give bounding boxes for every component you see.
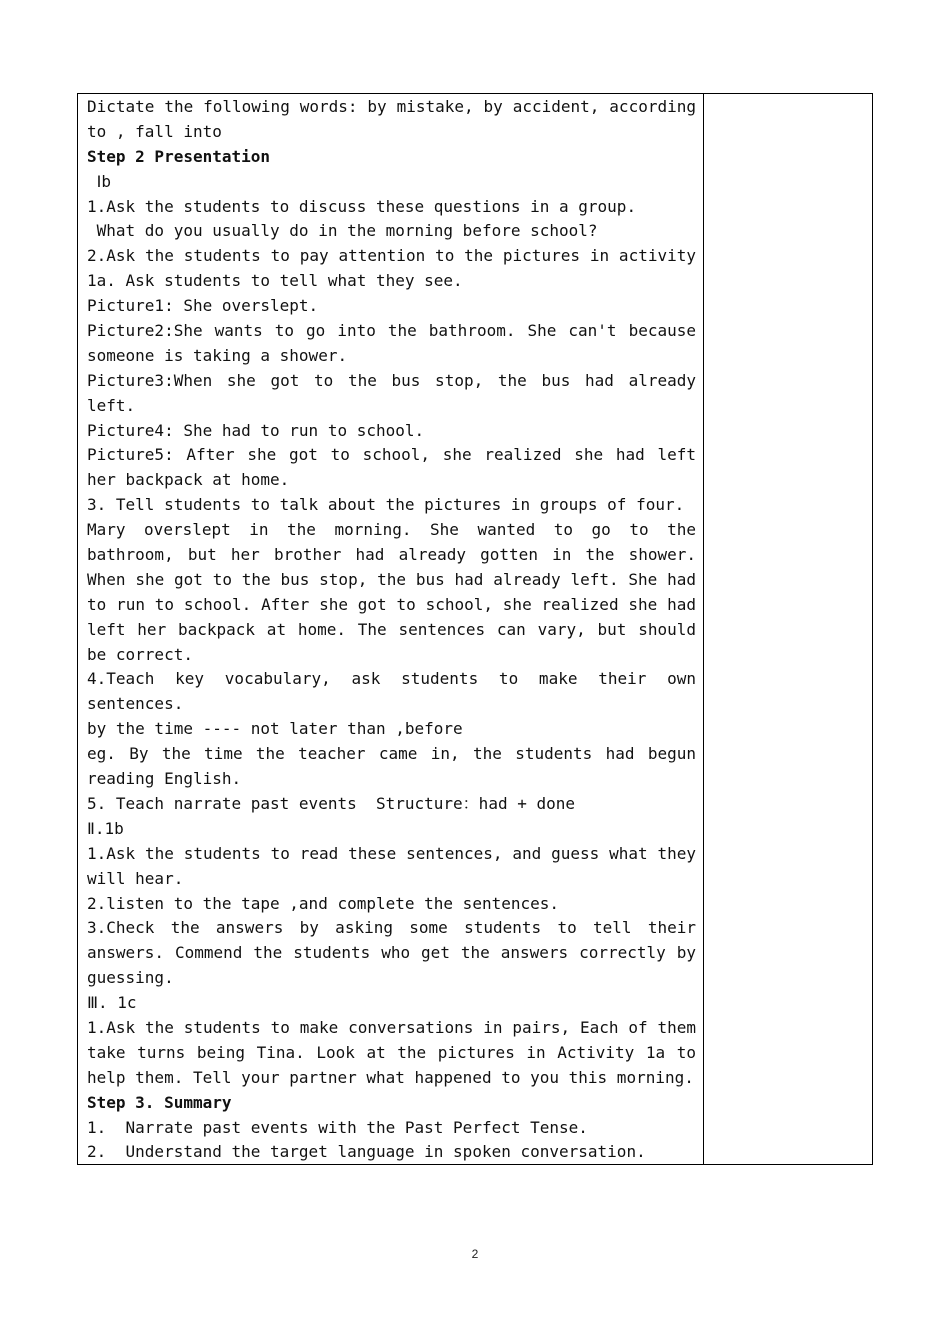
text-line: guessing. xyxy=(87,968,174,988)
text-line: Ⅱ.1b xyxy=(87,818,124,838)
text-line: Dictate the following words: by mistake, by accident, according xyxy=(87,97,696,116)
text-line: sentences. xyxy=(87,694,184,714)
text-line: her backpack at home. xyxy=(87,470,290,490)
text-line: 3. Tell students to talk about the pictures in groups of four. xyxy=(87,495,685,515)
text-line: Picture3:When she got to the bus stop, the bus had already xyxy=(87,370,696,390)
text-line: be correct. xyxy=(87,644,193,664)
text-line: Picture5: After she got to school, she realized she had left xyxy=(87,445,696,465)
text-line: What do you usually do in the morning before school? xyxy=(87,221,598,241)
text-line: left her backpack at home. The sentences can vary, but should xyxy=(87,619,696,639)
step-heading: Step 2 Presentation xyxy=(87,146,271,166)
text-line: 4.Teach key vocabulary, ask students to make their own xyxy=(87,669,696,689)
column-divider xyxy=(703,94,704,1164)
text-line: When she got to the bus stop, the bus had already left. She had xyxy=(87,569,696,589)
lesson-steps-cell xyxy=(87,95,696,1165)
step-heading: Step 3. Summary xyxy=(87,1092,232,1112)
text-line: Ⅲ. 1c xyxy=(87,993,137,1013)
text-line: 1. Narrate past events with the Past Perfect Tense. xyxy=(87,1117,588,1137)
page-number: 2 xyxy=(471,1247,479,1261)
text-line: 2. Understand the target language in spoken conversation. xyxy=(87,1142,646,1162)
text-line: to run to school. After she got to school, she realized she had xyxy=(87,594,696,614)
text-line: by the time ---- not later than ,before xyxy=(87,719,463,739)
text-line: Picture1: She overslept. xyxy=(87,296,319,316)
text-line: to , fall into xyxy=(87,121,222,141)
text-line: 2.Ask the students to pay attention to the pictures in activity xyxy=(87,246,696,266)
text-line: bathroom, but her brother had already gotten in the shower. xyxy=(87,545,696,565)
text-line: 1.Ask the students to discuss these questions in a group. xyxy=(87,196,637,216)
text-line: eg. By the time the teacher came in, the students had begun xyxy=(87,744,696,764)
text-line: reading English. xyxy=(87,769,242,789)
text-line: 1a. Ask students to tell what they see. xyxy=(87,271,463,291)
text-line: help them. Tell your partner what happened to you this morning. xyxy=(87,1067,694,1087)
text-line: answers. Commend the students who get the answers correctly by xyxy=(87,943,696,963)
text-line: 3.Check the answers by asking some students to tell their xyxy=(87,918,696,938)
text-line: Mary overslept in the morning. She wanted to go to the xyxy=(87,520,696,540)
lesson-plan-table xyxy=(77,93,873,1165)
text-line: left. xyxy=(87,395,136,415)
text-line: Picture2:She wants to go into the bathroom. She can't because xyxy=(87,321,696,341)
text-line: 1.Ask the students to read these sentences, and guess what they xyxy=(87,843,696,863)
text-line: will hear. xyxy=(87,868,184,888)
text-line: 2.listen to the tape ,and complete the sentences. xyxy=(87,893,560,913)
text-line: Ⅰb xyxy=(87,171,111,191)
text-line: Picture4: She had to run to school. xyxy=(87,420,425,440)
text-line: take turns being Tina. Look at the pictures in Activity 1a to xyxy=(87,1042,696,1062)
text-line: 5. Teach narrate past events Structure：had + done xyxy=(87,793,576,813)
text-line: someone is taking a shower. xyxy=(87,345,348,365)
text-line: 1.Ask the students to make conversations in pairs, Each of them xyxy=(87,1017,696,1037)
